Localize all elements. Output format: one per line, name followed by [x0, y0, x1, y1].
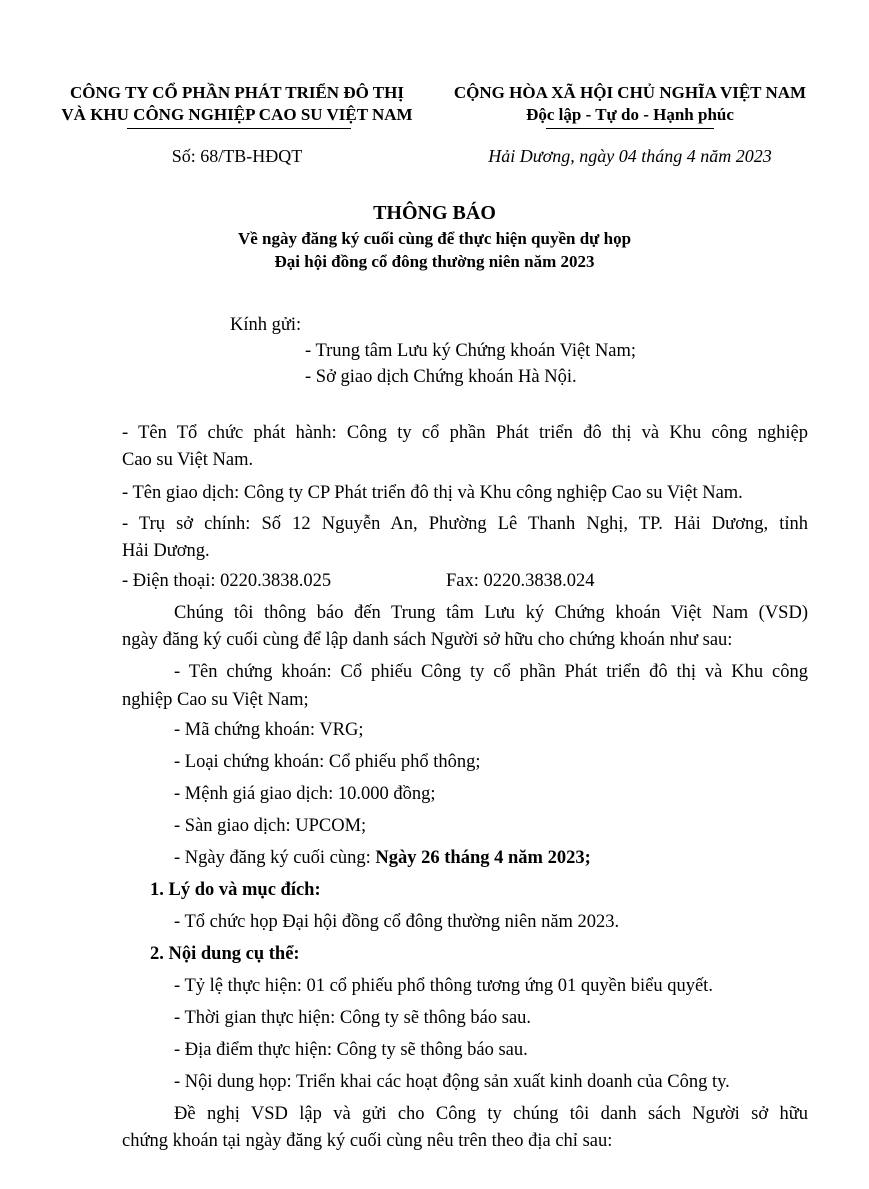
issue-date: Hải Dương, ngày 04 tháng 4 năm 2023 — [488, 146, 772, 166]
document-title: THÔNG BÁO — [373, 202, 496, 224]
ticker: - Mã chứng khoán: VRG; — [174, 720, 364, 740]
company-name-line1: CÔNG TY CỔ PHẦN PHÁT TRIỂN ĐÔ THỊ — [70, 83, 404, 102]
section2-item: - Tỷ lệ thực hiện: 01 cổ phiếu phổ thông tương ứng 01 quyền biểu quyết. — [174, 976, 713, 996]
document-number: Số: 68/TB-HĐQT — [171, 146, 303, 166]
section2-item: - Địa điểm thực hiện: Công ty sẽ thông báo sau. — [174, 1040, 528, 1060]
security-name-line2: nghiệp Cao su Việt Nam; — [122, 690, 309, 710]
request-line1: Đề nghị VSD lập và gửi cho Công ty chúng tôi danh sách Người sở hữu — [174, 1104, 808, 1124]
recipient-item: - Trung tâm Lưu ký Chứng khoán Việt Nam; — [305, 341, 637, 361]
exchange: - Sàn giao dịch: UPCOM; — [174, 816, 367, 836]
company-name-line2: VÀ KHU CÔNG NGHIỆP CAO SU VIỆT NAM — [61, 105, 413, 124]
par-value: - Mệnh giá giao dịch: 10.000 đồng; — [174, 784, 436, 804]
request-line2: chứng khoán tại ngày đăng ký cuối cùng nêu trên theo địa chỉ sau: — [122, 1131, 613, 1151]
recipient-item: - Sở giao dịch Chứng khoán Hà Nội. — [305, 367, 577, 387]
record-date-label: - Ngày đăng ký cuối cùng: — [174, 848, 376, 868]
intro-line1: Chúng tôi thông báo đến Trung tâm Lưu ký Chứng khoán Việt Nam (VSD) — [174, 603, 808, 623]
section2-item: - Nội dung họp: Triển khai các hoạt động sản xuất kinh doanh của Công ty. — [174, 1072, 730, 1092]
issuer-name-line2: Cao su Việt Nam. — [122, 450, 254, 470]
phone-number: - Điện thoại: 0220.3838.025 — [122, 571, 332, 591]
recipients-label: Kính gửi: — [230, 315, 302, 335]
section2-item: - Thời gian thực hiện: Công ty sẽ thông báo sau. — [174, 1008, 532, 1028]
section1-item: - Tổ chức họp Đại hội đồng cổ đông thường niên năm 2023. — [174, 912, 620, 932]
address-line1: - Trụ sở chính: Số 12 Nguyễn An, Phường Lê Thanh Nghị, TP. Hải Dương, tỉnh — [122, 514, 808, 534]
record-date-value: Ngày 26 tháng 4 năm 2023; — [375, 848, 591, 868]
national-motto: Độc lập - Tự do - Hạnh phúc — [526, 105, 734, 124]
national-title: CỘNG HÒA XÃ HỘI CHỦ NGHĨA VIỆT NAM — [453, 83, 807, 102]
security-name-line1: - Tên chứng khoán: Cổ phiếu Công ty cổ phần Phát triển đô thị và Khu công — [174, 662, 808, 682]
company-underline — [127, 128, 351, 129]
address-line2: Hải Dương. — [122, 541, 210, 561]
intro-line2: ngày đăng ký cuối cùng để lập danh sách Người sở hữu cho chứng khoán như sau: — [122, 630, 733, 650]
motto-underline — [546, 128, 714, 129]
record-date — [174, 848, 591, 869]
issuer-name-line1: - Tên Tổ chức phát hành: Công ty cổ phần Phát triển đô thị và Khu công nghiệp — [122, 423, 808, 443]
document-subtitle-line2: Đại hội đồng cổ đông thường niên năm 2023 — [274, 252, 595, 271]
fax-number: Fax: 0220.3838.024 — [446, 571, 595, 591]
section1-heading: 1. Lý do và mục đích: — [150, 880, 321, 900]
section2-heading: 2. Nội dung cụ thể: — [150, 944, 300, 964]
document-subtitle-line1: Về ngày đăng ký cuối cùng để thực hiện quyền dự họp — [237, 229, 632, 248]
trade-name: - Tên giao dịch: Công ty CP Phát triển đô thị và Khu công nghiệp Cao su Việt Nam. — [122, 483, 743, 503]
security-type: - Loại chứng khoán: Cổ phiếu phổ thông; — [174, 752, 481, 772]
